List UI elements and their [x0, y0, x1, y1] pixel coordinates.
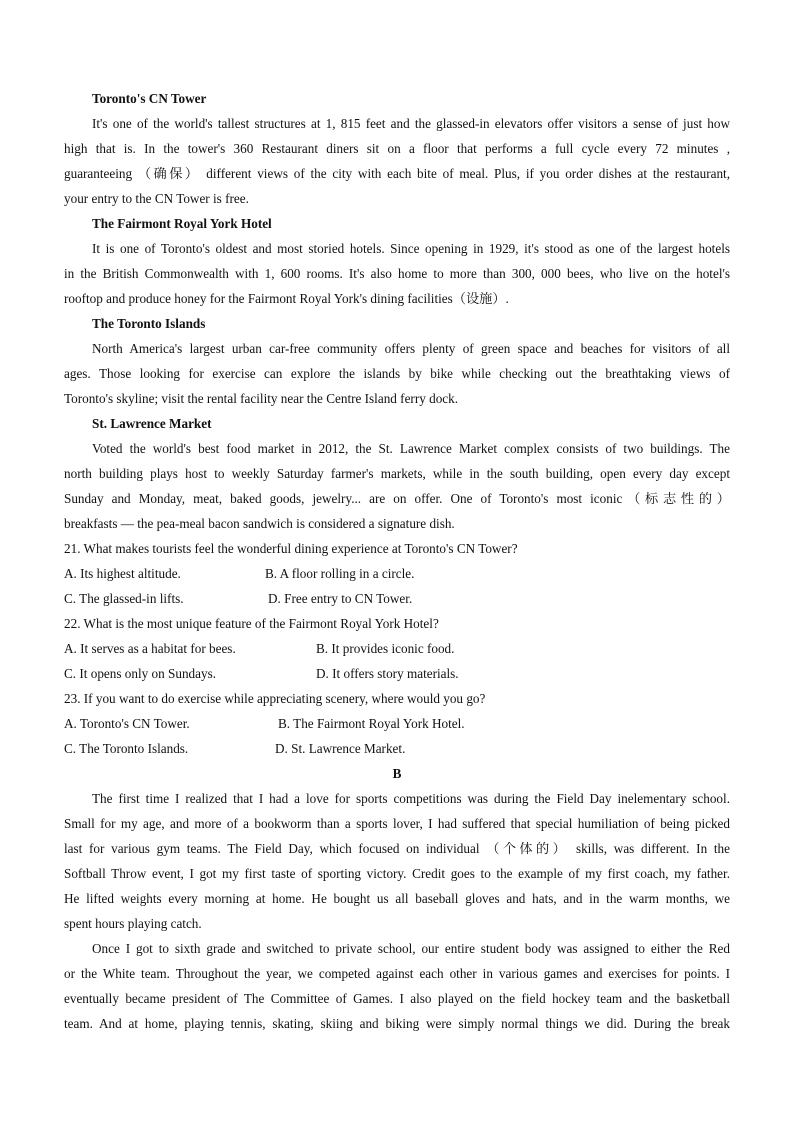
paragraph-line: rooftop and produce honey for the Fairmont Royal York's dining facilities（设施）.	[64, 291, 509, 306]
option-b: B. A floor rolling in a circle.	[265, 566, 415, 581]
option-b: B. It provides iconic food.	[316, 641, 455, 656]
paragraph-line: eventually became president of The Committee of Games. I also played on the field hockey team and the basketball	[64, 991, 730, 1006]
section-title: The Fairmont Royal York Hotel	[92, 216, 272, 231]
paragraph-line: Once I got to sixth grade and switched to private school, our entire student body was assigned to either the Red	[92, 941, 730, 956]
passage-label: B	[392, 766, 402, 781]
option-row	[64, 711, 730, 736]
option-row	[64, 561, 730, 586]
section-title: St. Lawrence Market	[92, 416, 212, 431]
paragraph-line: or the White team. Throughout the year, we competed against each other in various games and exercises for points. I	[64, 966, 730, 981]
paragraph-line: spent hours playing catch.	[64, 916, 202, 931]
question-stem: 22. What is the most unique feature of the Fairmont Royal York Hotel?	[64, 616, 439, 631]
section-title: The Toronto Islands	[92, 316, 206, 331]
paragraph-line: The first time I realized that I had a love for sports competitions was during the Field Day inelementary school.	[92, 791, 730, 806]
option-d: D. St. Lawrence Market.	[275, 741, 406, 756]
paragraph-line: Small for my age, and more of a bookworm than a sports lover, I had suffered that special humiliation of being picked	[64, 816, 730, 831]
paragraph-line: It is one of Toronto's oldest and most storied hotels. Since opening in 1929, it's stood as one of the largest hotels	[92, 241, 730, 256]
paragraph-line: He lifted weights every morning at home. He bought us all baseball gloves and hats, and in the warm months, we	[64, 891, 730, 906]
option-d: D. It offers story materials.	[316, 666, 459, 681]
paragraph-line: in the British Commonwealth with 1, 600 rooms. It's also home to more than 300, 000 bees, who live on the hotel's	[64, 266, 730, 281]
paragraph-line: Sunday and Monday, meat, baked goods, jewelry... are on offer. One of Toronto's most iconic（标志性的）	[64, 491, 730, 506]
paragraph-line: breakfasts — the pea-meal bacon sandwich is considered a signature dish.	[64, 516, 455, 531]
paragraph-line: high that is. In the tower's 360 Restaurant diners sit on a floor that performs a full cycle every 72 minutes ,	[64, 141, 730, 156]
option-b: B. The Fairmont Royal York Hotel.	[278, 716, 465, 731]
paragraph-line: Voted the world's best food market in 2012, the St. Lawrence Market complex consists of two buildings. The	[92, 441, 730, 456]
option-c: C. It opens only on Sundays.	[64, 666, 217, 681]
paragraph-line: north building plays host to weekly Saturday farmer's markets, while in the south building, open every day except	[64, 466, 730, 481]
option-a: A. Toronto's CN Tower.	[64, 716, 190, 731]
option-d: D. Free entry to CN Tower.	[268, 591, 413, 606]
paragraph-line: Toronto's skyline; visit the rental facility near the Centre Island ferry dock.	[64, 391, 459, 406]
option-row	[64, 736, 730, 761]
paragraph-line: Softball Throw event, I got my first taste of sporting victory. Credit goes to the example of my first coach, my father.	[64, 866, 730, 881]
section-title: Toronto's CN Tower	[92, 91, 207, 106]
option-row	[64, 586, 730, 611]
paragraph-line: guaranteeing （确保） different views of the city with each bite of meal. Plus, if you order dishes at the restaurant,	[64, 166, 730, 181]
option-row	[64, 661, 730, 686]
question-stem: 21. What makes tourists feel the wonderful dining experience at Toronto's CN Tower?	[64, 541, 518, 556]
document-page	[64, 86, 730, 1036]
paragraph-line: ages. Those looking for exercise can explore the islands by bike while checking out the breathtaking views of	[64, 366, 730, 381]
option-c: C. The glassed-in lifts.	[64, 591, 184, 606]
option-a: A. Its highest altitude.	[64, 566, 181, 581]
option-row	[64, 636, 730, 661]
paragraph-line: team. And at home, playing tennis, skating, skiing and biking were simply normal things we did. During the break	[64, 1016, 730, 1031]
option-c: C. The Toronto Islands.	[64, 741, 189, 756]
paragraph-line: last for various gym teams. The Field Day, which focused on individual （个体的） skills, was different. In the	[64, 841, 730, 856]
question-stem: 23. If you want to do exercise while appreciating scenery, where would you go?	[64, 691, 486, 706]
paragraph-line: It's one of the world's tallest structures at 1, 815 feet and the glassed-in elevators offer visitors a sense of just how	[92, 116, 730, 131]
paragraph-line: North America's largest urban car-free community offers plenty of green space and beaches for visitors of all	[92, 341, 730, 356]
option-a: A. It serves as a habitat for bees.	[64, 641, 236, 656]
paragraph-line: your entry to the CN Tower is free.	[64, 191, 249, 206]
